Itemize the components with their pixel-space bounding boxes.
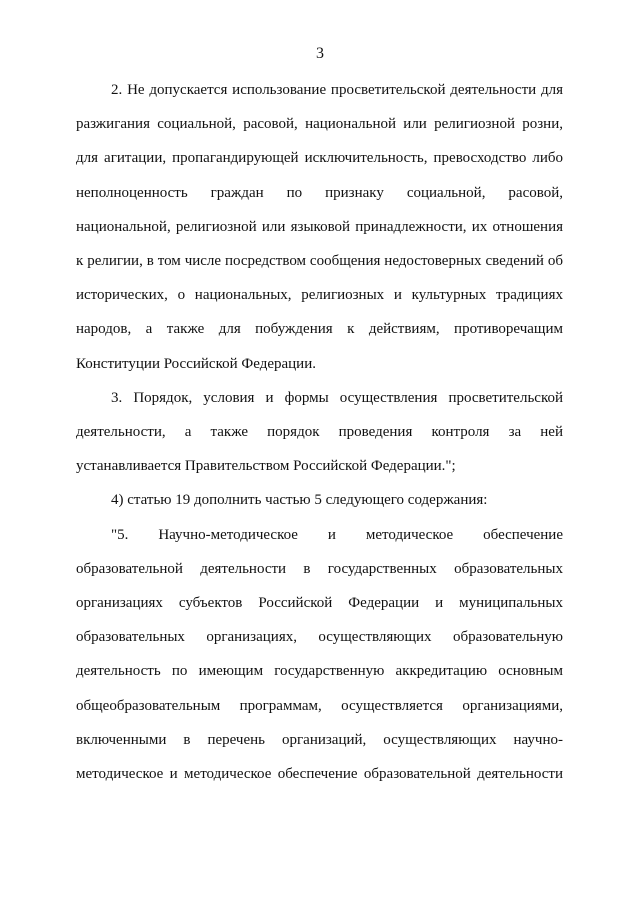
page-number: 3 (316, 45, 324, 62)
paragraph-article-19: 4) статью 19 дополнить частью 5 следующего содержания: (111, 492, 488, 509)
paragraph-prohibition: 2. Не допускается использование просветительской деятельности для разжигания социальной, расовой, национальной или религиозной розни, для агитации, пропагандирующей исключительность, превосходство либо неполноценность граждан по признаку социальной, расовой, национальной, религиозной или языковой принадлежности, их отношения к религии, в том числе посредством сообщения недостоверных сведений об исторических, о национальных, религиозных и культурных традициях народов, а также для побуждения к действиям, противоречащим Конституции Российской Федерации. (76, 82, 563, 372)
paragraph-methodical-support: "5. Научно-методическое и методическое обеспечение образовательной деятельности в государственных образовательных организациях субъектов Российской Федерации и муниципальных образовательных организациях, осуществляющих образовательную деятельность по имеющим государственную аккредитацию основным общеобразовательным программам, осуществляется организациями, включенными в перечень организаций, осуществляющих научно-методическое и методическое обеспечение образовательной деятельности (76, 526, 563, 783)
document-body (76, 73, 563, 791)
paragraph-procedure: 3. Порядок, условия и формы осуществления просветительской деятельности, а также порядок проведения контроля за ней устанавливается Правительством Российской Федерации."; (76, 389, 563, 475)
